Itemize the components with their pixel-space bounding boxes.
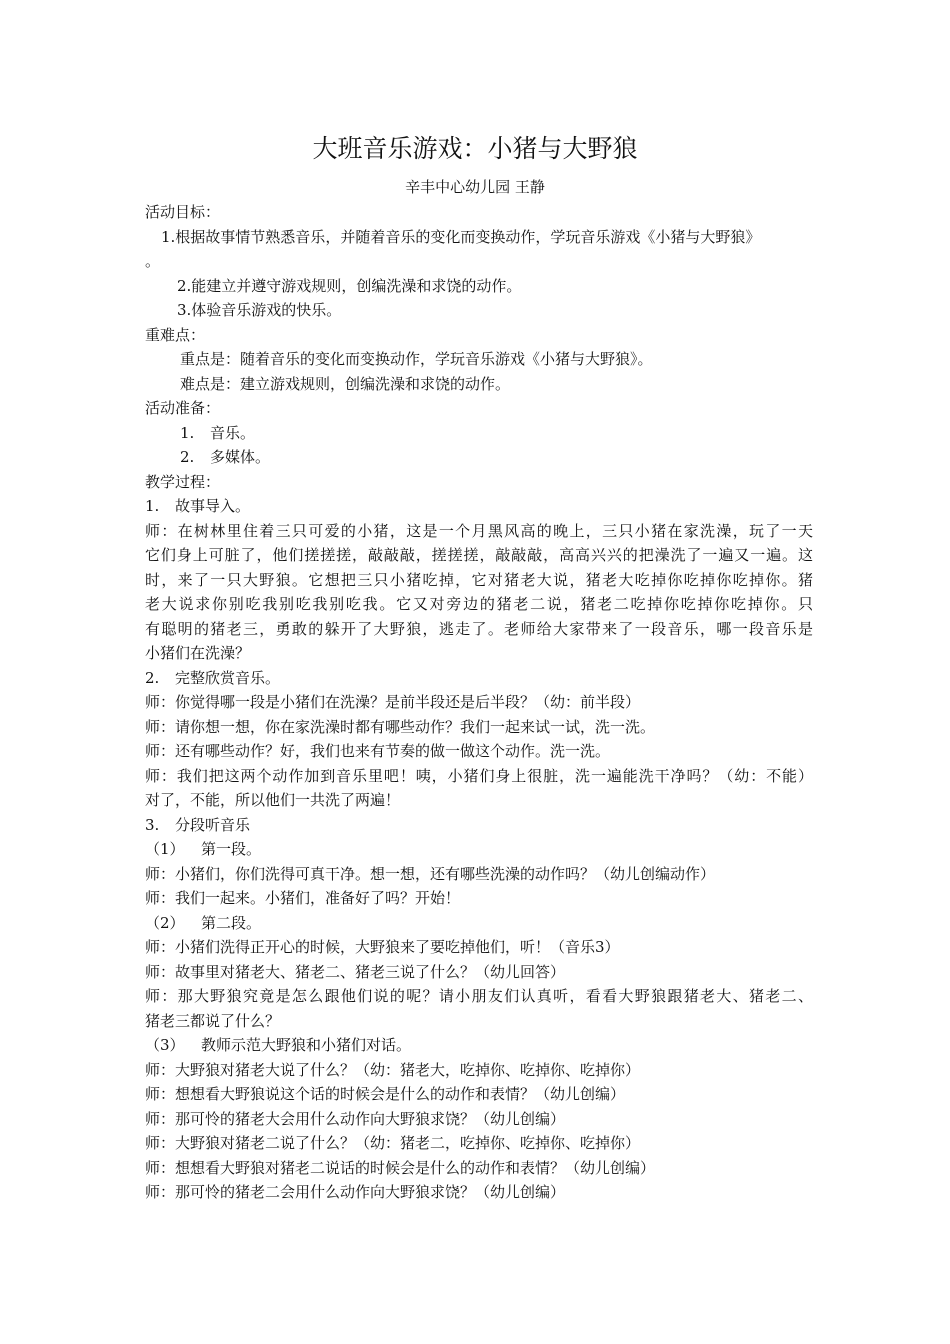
dialogue-line: 师：大野狼对猪老大说了什么？（幼：猪老大，吃掉你、吃掉你、吃掉你）	[145, 1060, 641, 1079]
document-body	[145, 200, 813, 1205]
step-3-heading	[145, 813, 813, 838]
dialogue-line: 师：想想看大野狼说这个话的时候会是什么的动作和表情？（幼儿创编）	[145, 1085, 626, 1103]
goal-item-3: 3.体验音乐游戏的快乐。	[177, 301, 342, 319]
goal-item-1: 1.根据故事情节熟悉音乐，并随着音乐的变化而变换动作，学玩音乐游戏《小猪与大野狼》	[161, 227, 761, 246]
story-line: 时，来了一只大野狼。它想把三只小猪吃掉，它对猪老大说，猪老大吃掉你吃掉你吃掉你。猪	[145, 570, 813, 589]
step-1-heading	[145, 494, 813, 519]
dialogue-line: 师：那可怜的猪老二会用什么动作向大野狼求饶？（幼儿创编）	[145, 1183, 566, 1201]
dialogue-line: 猪老三都说了什么？	[145, 1011, 281, 1030]
dialogue-line: 师：你觉得哪一段是小猪们在洗澡？是前半段还是后半段？（幼：前半段）	[145, 693, 641, 711]
part-3-heading	[145, 1033, 813, 1058]
dialogue-line: 师：小猪们洗得正开心的时候，大野狼来了要吃掉他们，听！（音乐3）	[145, 938, 620, 956]
part-2-heading	[145, 911, 813, 936]
step-2-heading	[145, 666, 813, 691]
list-number: 1.	[145, 497, 160, 515]
list-number: （2）	[145, 913, 185, 932]
story-line-end: 小猪们在洗澡？	[145, 644, 251, 662]
dialogue-line: 师：那大野狼究竟是怎么跟他们说的呢？请小朋友们认真听，看看大野狼跟猪老大、猪老二、	[145, 987, 813, 1005]
list-text: 故事导入。	[175, 497, 251, 515]
dialogue-line: 师：小猪们，你们洗得可真干净。想一想，还有哪些洗澡的动作吗？（幼儿创编动作）	[145, 864, 716, 883]
author-line: 辛丰中心幼儿园 王静	[405, 178, 545, 196]
list-text: 教师示范大野狼和小猪们对话。	[201, 1036, 412, 1054]
list-text: 完整欣赏音乐。	[175, 668, 281, 687]
story-line: 老大说求你别吃我别吃我别吃我。它又对旁边的猪老二说，猪老二吃掉你吃掉你吃掉你。只	[145, 595, 813, 613]
story-line: 它们身上可脏了，他们搓搓搓，敲敲敲，搓搓搓，敲敲敲，高高兴兴的把澡洗了一遍又一遍。这	[145, 546, 813, 564]
list-number: 1.	[180, 423, 195, 442]
dialogue-line: 师：还有哪些动作？好，我们也来有节奏的做一做这个动作。洗一洗。	[145, 742, 611, 760]
goal-item-1-end: 。	[145, 252, 161, 270]
goals-heading: 活动目标：	[145, 203, 221, 221]
prep-heading: 活动准备：	[145, 399, 221, 417]
document-title: 大班音乐游戏：小猪与大野狼	[312, 134, 638, 163]
goal-item-2: 2.能建立并遵守游戏规则，创编洗澡和求饶的动作。	[177, 276, 522, 295]
dialogue-line: 师：请你想一想，你在家洗澡时都有哪些动作？我们一起来试一试，洗一洗。	[145, 717, 656, 736]
list-text: 音乐。	[210, 423, 256, 442]
list-number: 3.	[145, 815, 160, 834]
story-line: 师：在树林里住着三只可爱的小猪，这是一个月黑风高的晚上，三只小猪在家洗澡，玩了一天	[145, 521, 813, 540]
story-line: 有聪明的猪老三，勇敢的躲开了大野狼，逃走了。老师给大家带来了一段音乐，哪一段音乐是	[145, 619, 813, 638]
dialogue-line: 师：我们把这两个动作加到音乐里吧！咦，小猪们身上很脏，洗一遍能洗干净吗？（幼：不能）	[145, 766, 813, 785]
dialogue-line: 师：故事里对猪老大、猪老二、猪老三说了什么？（幼儿回答）	[145, 962, 566, 981]
dialogue-line: 师：我们一起来。小猪们，准备好了吗？开始！	[145, 889, 461, 907]
list-number: 2.	[145, 668, 160, 687]
prep-item-1	[145, 421, 813, 446]
list-text: 第二段。	[201, 913, 262, 932]
dialogue-line: 师：大野狼对猪老二说了什么？（幼：猪老二，吃掉你、吃掉你、吃掉你）	[145, 1134, 641, 1152]
list-number: （1）	[145, 840, 185, 858]
list-text: 分段听音乐	[175, 815, 251, 834]
dialogue-line: 师：那可怜的猪老大会用什么动作向大野狼求饶？（幼儿创编）	[145, 1109, 566, 1128]
list-text: 多媒体。	[210, 448, 271, 466]
keypoints-heading: 重难点：	[145, 325, 206, 344]
process-heading: 教学过程：	[145, 472, 221, 491]
dialogue-line: 对了，不能，所以他们一共洗了两遍！	[145, 791, 401, 809]
keypoint-line: 重点是：随着音乐的变化而变换动作，学玩音乐游戏《小猪与大野狼》。	[180, 350, 653, 368]
prep-item-2	[145, 445, 813, 470]
difficulty-line: 难点是：建立游戏规则，创编洗澡和求饶的动作。	[180, 374, 511, 393]
list-number: （3）	[145, 1036, 185, 1054]
list-number: 2.	[180, 448, 195, 466]
dialogue-line: 师：想想看大野狼对猪老二说话的时候会是什么的动作和表情？（幼儿创编）	[145, 1158, 656, 1177]
part-1-heading	[145, 837, 813, 862]
list-text: 第一段。	[201, 840, 262, 858]
